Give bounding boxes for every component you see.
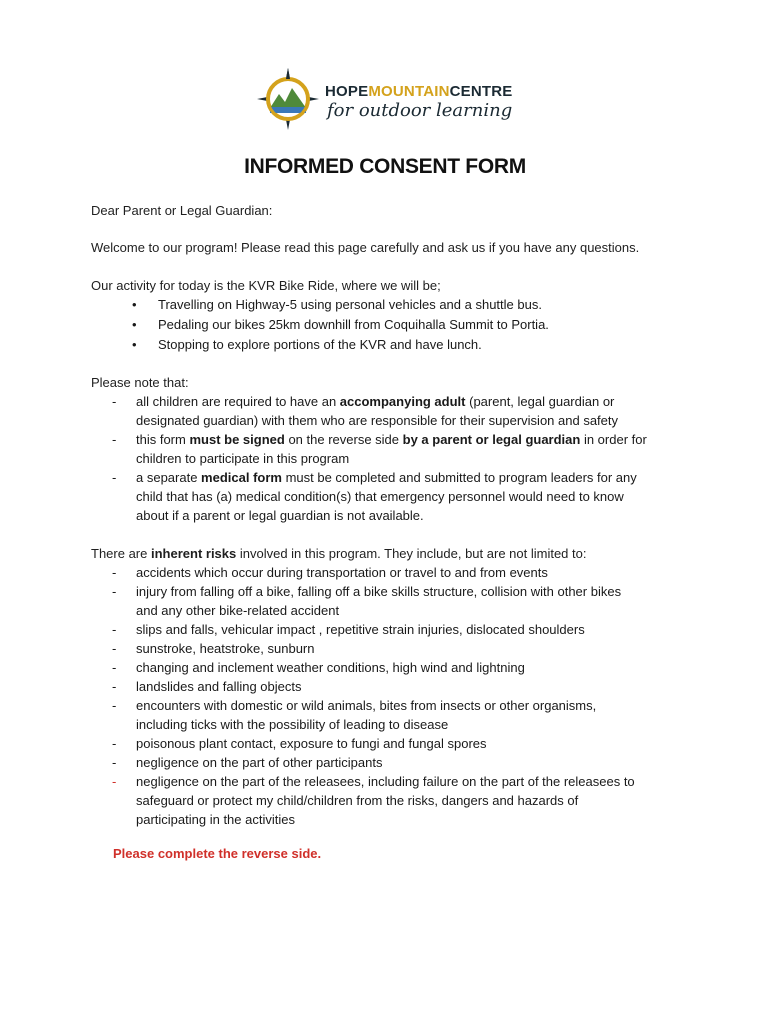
risk-item-line: landslides and falling objects [136, 679, 302, 694]
risk-item-line: participating in the activities [136, 812, 295, 827]
risk-item-line: changing and inclement weather conditions, high wind and lightning [136, 660, 525, 675]
risk-item-line: negligence on the part of the releasees, including failure on the part of the releasees to [136, 774, 635, 789]
brand-name: HOPEMOUNTAINCENTRE [325, 83, 513, 100]
risk-item-line: sunstroke, heatstroke, sunburn [136, 641, 315, 656]
risk-item-line: injury from falling off a bike, falling off a bike skills structure, collision with other bikes [136, 584, 622, 599]
form-title: INFORMED CONSENT FORM [244, 155, 526, 178]
risk-item-line: poisonous plant contact, exposure to fungi and fungal spores [136, 736, 487, 751]
risk-item-line: negligence on the part of other participants [136, 755, 383, 770]
risk-item-line: safeguard or protect my child/children from the risks, dangers and hazards of [136, 793, 579, 808]
reverse-side-note: Please complete the reverse side. [113, 846, 322, 861]
welcome-text: Welcome to our program! Please read this page carefully and ask us if you have any questions. [91, 240, 640, 255]
brand-tagline: for outdoor learning [327, 100, 513, 121]
risk-item-line: and any other bike-related accident [136, 603, 340, 618]
consent-form-page: HOPEMOUNTAINCENTRE for outdoor learning INFORMED CONSENT FORM Dear Parent or Legal Guardian: Welcome to our program! Please read this page carefully and ask us if you have any questions. Our activity for today is the KVR Bike Ride, where we will be; • Travelling on Highway-5 using personal vehicles and a shuttle bus. • Pedaling our bikes 25km downhill from Coquihalla Summit to Portia. • Stopping to explore portions of the KVR and have lunch. Please note that: - all children are required to have an accompanying adult (parent, legal guardian or designated guardian) with them who are responsible for their supervision and safety - this form must be signed on the reverse side by a parent or legal guardian in order for children to participate in this program - a separate medical form must be completed and submitted to program leaders for any child that has (a) medical condition(s) that emergency personnel would need to know about if a parent or legal guardian is not available. There are inherent risks involved in this program. They include, but are not limited to: Please complete the reverse side. - accidents which occur during transportation or travel to and from events - injury from falling off a bike, falling off a bike skills structure, collision with other bikes and any other bike-related accident - slips and falls, vehicular impact , repetitive strain injuries, dislocated shoulders - sunstroke, heatstroke, sunburn - changing and inclement weather conditions, high wind and lightning - landslides and falling objects - encounters with domestic or wild animals, bites from insects or other organisms, including ticks with the possibility of leading to disease - poisonous plant contact, exposure to fungi and fungal spores - negligence on the part of other participants - negligence on the part of the releasees, including failure on the part of the releasees to safeguard or protect my child/children from the risks, dangers and hazards of participating in the activities [0, 0, 770, 1024]
risk-item-line: including ticks with the possibility of leading to disease [136, 717, 449, 732]
notes-intro: Please note that: [91, 375, 189, 390]
compass-mountain-emblem-icon [255, 66, 321, 132]
activity-intro: Our activity for today is the KVR Bike Ride, where we will be; [91, 278, 441, 293]
greeting: Dear Parent or Legal Guardian: [91, 203, 273, 218]
risk-item-line: slips and falls, vehicular impact , repetitive strain injuries, dislocated shoulders [136, 622, 585, 637]
risk-item-line: accidents which occur during transportation or travel to and from events [136, 565, 548, 580]
hope-mountain-centre-logo [255, 66, 525, 136]
risk-item-line: encounters with domestic or wild animals, bites from insects or other organisms, [136, 698, 597, 713]
risks-intro: There are inherent risks involved in this program. They include, but are not limited to: [91, 546, 587, 561]
